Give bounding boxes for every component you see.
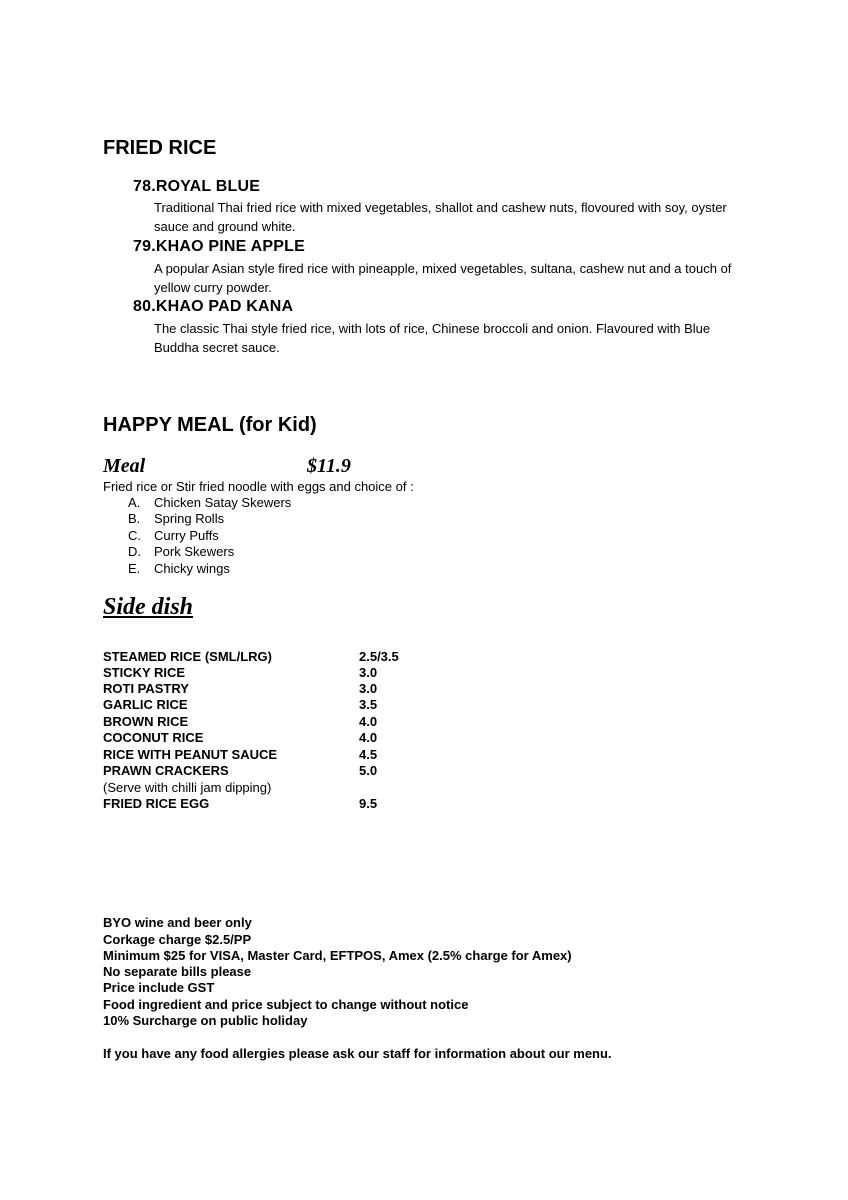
prawn-cracker-note: (Serve with chilli jam dipping)	[103, 780, 272, 795]
side-dish-row	[103, 681, 378, 696]
meal-label: Meal	[103, 455, 146, 477]
notice-line: Minimum $25 for VISA, Master Card, EFTPOS, Amex (2.5% charge for Amex)	[103, 948, 572, 963]
side-dish-row	[103, 714, 378, 729]
side-dish-price: 9.5	[359, 796, 378, 811]
side-dish-name: PRAWN CRACKERS	[103, 763, 229, 778]
menu-item-79-title	[133, 238, 305, 256]
menu-item-number: 79.	[133, 238, 156, 255]
side-dish-row	[103, 730, 378, 745]
choice-text: Curry Puffs	[154, 528, 219, 543]
menu-item-78-description: Traditional Thai fried rice with mixed vegetables, shallot and cashew nuts, flovoured with soy, oyster sauce and ground white.	[154, 200, 727, 234]
choice-text: Pork Skewers	[154, 544, 235, 559]
side-dish-row	[103, 796, 378, 811]
side-dish-name: RICE WITH PEANUT SAUCE	[103, 747, 278, 762]
happy-meal-heading: HAPPY MEAL (for Kid)	[103, 414, 317, 436]
side-dish-row	[103, 649, 399, 664]
menu-item-80-title	[133, 298, 293, 316]
side-dish-name: GARLIC RICE	[103, 697, 188, 712]
menu-item-name: KHAO PAD KANA	[155, 298, 294, 315]
menu-item-number: 80.	[133, 298, 156, 315]
menu-item-name: KHAO PINE APPLE	[155, 238, 305, 255]
side-dish-price: 5.0	[359, 763, 378, 778]
menu-item-name: ROYAL BLUE	[155, 178, 261, 195]
side-dish-name: ROTI PASTRY	[103, 681, 189, 696]
notice-line: Price include GST	[103, 980, 215, 995]
side-dish-name: FRIED RICE EGG	[103, 796, 210, 811]
notice-line: BYO wine and beer only	[103, 915, 252, 930]
allergy-notice: If you have any food allergies please ask our staff for information about our menu.	[103, 1046, 612, 1061]
side-dish-row	[103, 747, 378, 762]
meal-intro: Fried rice or Stir fried noodle with eggs and choice of :	[103, 479, 414, 494]
side-dish-price: 3.5	[359, 697, 378, 712]
side-dish-price: 4.5	[359, 747, 378, 762]
side-dish-price: 3.0	[359, 681, 378, 696]
notice-line: 10% Surcharge on public holiday	[103, 1013, 308, 1028]
choice-letter: B.	[128, 511, 141, 526]
meal-price: $11.9	[307, 455, 351, 477]
notice-line: Food ingredient and price subject to change without notice	[103, 997, 469, 1012]
choice-letter: A.	[128, 495, 141, 510]
menu-item-78-title	[133, 178, 260, 196]
menu-item-79-description: A popular Asian style fired rice with pineapple, mixed vegetables, sultana, cashew nut and a touch of yellow curry powder.	[154, 261, 732, 295]
menu-item-number: 78.	[133, 178, 156, 195]
side-dish-row	[103, 665, 378, 680]
side-dish-row	[103, 697, 378, 712]
choice-text: Chicken Satay Skewers	[154, 495, 292, 510]
menu-item-80-description: The classic Thai style fried rice, with lots of rice, Chinese broccoli and onion. Flavoured with Blue Buddha secret sauce.	[154, 321, 711, 355]
choice-text: Chicky wings	[154, 561, 230, 576]
side-dish-price: 4.0	[359, 714, 378, 729]
fried-rice-heading: FRIED RICE	[103, 137, 217, 159]
side-dish-row	[103, 763, 378, 778]
side-dish-price: 3.0	[359, 665, 378, 680]
side-dish-name: STEAMED RICE (SML/LRG)	[103, 649, 272, 664]
choice-letter: D.	[128, 544, 141, 559]
side-dish-name: BROWN RICE	[103, 714, 189, 729]
notice-line: No separate bills please	[103, 964, 252, 979]
side-dish-name: COCONUT RICE	[103, 730, 204, 745]
side-dish-name: STICKY RICE	[103, 665, 186, 680]
choice-letter: E.	[128, 561, 141, 576]
side-dish-price: 4.0	[359, 730, 378, 745]
choice-letter: C.	[128, 528, 141, 543]
notice-line: Corkage charge $2.5/PP	[103, 932, 252, 947]
side-dish-heading: Side dish	[103, 594, 194, 620]
choice-text: Spring Rolls	[154, 511, 225, 526]
side-dish-price: 2.5/3.5	[359, 649, 399, 664]
